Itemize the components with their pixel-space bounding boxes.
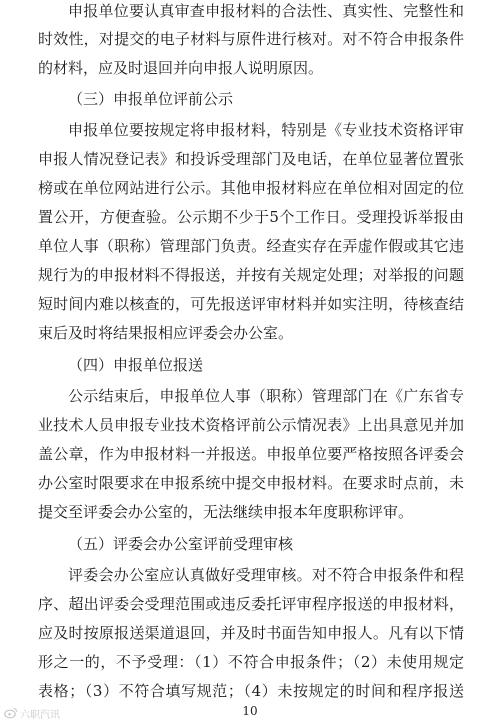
paragraph-line: 规行为的申报材料不得报送，并按有关规定处理；对举报的问题 xyxy=(38,266,464,284)
paragraph-line: 办公室时限要求在申报系统中提交申报材料。在要求时点前，未 xyxy=(38,474,464,492)
paragraph-line: 的材料，应及时退回并向申报人说明原因。 xyxy=(38,59,324,77)
paragraph-line: 束后及时将结果报相应评委会办公室。 xyxy=(38,324,294,342)
paragraph-line: 形之一的，不予受理：（1）不符合申报条件；（2）未使用规定 xyxy=(38,653,464,671)
paragraph-line: 表格；（3）不符合填写规范；（4）未按规定的时间和程序报送 xyxy=(38,682,464,700)
paragraph-line: 榜或在单位网站进行公示。其他申报材料应在单位相对固定的位 xyxy=(38,179,464,197)
paragraph-line: 申报单位要按规定将申报材料，特别是《专业技术资格评审 xyxy=(68,121,464,139)
paragraph-line: 申报单位要认真审查申报材料的合法性、真实性、完整性和 xyxy=(68,2,464,20)
paragraph-line: 单位人事（职称）管理部门负责。经查实存在弄虚作假或其它违 xyxy=(38,237,464,255)
paragraph-line: 提交至评委会办公室的，无法继续申报本年度职称评审。 xyxy=(38,503,414,521)
paragraph-line: 评委会办公室应认真做好受理审核。对不符合申报条件和程 xyxy=(68,566,464,584)
paragraph-line: 短时间内难以核查的，可先报送评审材料并如实注明，待核查结 xyxy=(38,295,464,313)
paragraph-line: 置公开，方便查验。公示期不少于5个工作日。受理投诉举报由 xyxy=(38,208,464,226)
section-heading: （四）申报单位报送 xyxy=(68,356,204,374)
paragraph-line: 业技术人员申报专业技术资格评前公示情况表》上出具意见并加 xyxy=(38,416,464,434)
watermark-text: 六职汽讯 xyxy=(20,709,60,721)
paragraph-line: 盖公章，作为申报材料一并报送。申报单位要严格按照各评委会 xyxy=(38,445,464,463)
paragraph-line: 应及时按原报送渠道退回，并及时书面告知申报人。凡有以下情 xyxy=(38,624,464,642)
paragraph-line: 序、超出评委会受理范围或违反委托评审程序报送的申报材料， xyxy=(38,595,464,613)
paragraph-line: 时效性，对提交的电子材料与原件进行核对。对不符合申报条件 xyxy=(38,30,464,48)
paragraph-line: 申报人情况登记表》和投诉受理部门及电话，在单位显著位置张 xyxy=(38,150,464,168)
section-heading: （三）申报单位评前公示 xyxy=(68,90,234,108)
paragraph-line: 公示结束后，申报单位人事（职称）管理部门在《广东省专 xyxy=(68,387,464,405)
section-heading: （五）评委会办公室评前受理审核 xyxy=(68,535,294,553)
page-number: 10 xyxy=(242,704,258,718)
